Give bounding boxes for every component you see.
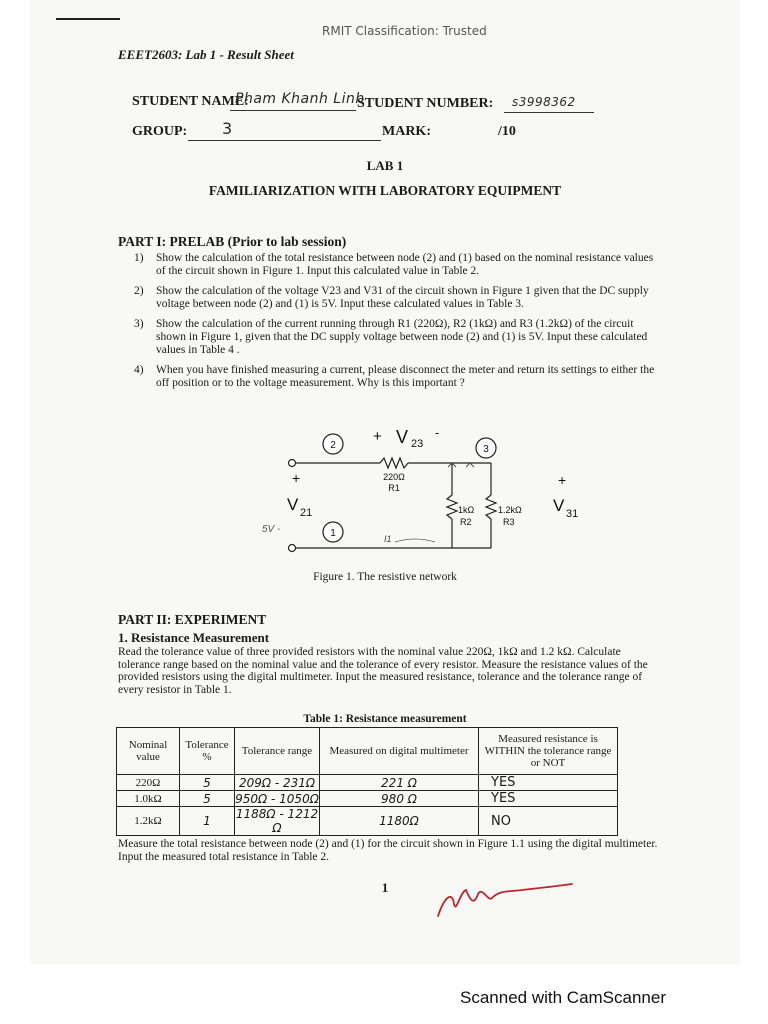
cell-within: YES — [479, 791, 618, 807]
table-row — [117, 807, 618, 836]
hand-5v-note: 5V - — [262, 524, 281, 535]
mark-value: /10 — [498, 124, 516, 139]
part2-heading: PART II: EXPERIMENT — [118, 612, 267, 627]
r3-value: 1.2kΩ — [498, 505, 522, 515]
figure-caption: Figure 1. The resistive network — [313, 571, 457, 583]
page-number: 1 — [381, 880, 389, 895]
cell-nominal: 1.0kΩ — [117, 791, 180, 807]
course-title: EEET2603: Lab 1 - Result Sheet — [118, 47, 294, 62]
v31-label: V — [553, 496, 565, 515]
cell-measured: 1180Ω — [320, 807, 479, 836]
v31-sub: 31 — [566, 508, 579, 520]
scanner-watermark: Scanned with CamScanner — [460, 988, 667, 1007]
circuit-diagram — [220, 415, 600, 580]
hand-i1-note: I1 — [384, 534, 392, 544]
col-range: Tolerance range — [235, 728, 320, 775]
group-label: GROUP: — [132, 124, 188, 139]
v21-sub: 21 — [300, 507, 313, 519]
cell-tolerance: 1 — [180, 807, 235, 836]
cell-range: 950Ω - 1050Ω — [235, 791, 319, 806]
resistance-instructions: Read the tolerance value of three provided resistors with the nominal value 220Ω, 1kΩ and 1.2 kΩ. Calculate tolerance range based on the nominal value and the tolerance of every resistor. Measure the resistance values of the provided resistors using the digital multimeter. Input the measured resistance, tolerance and the tolerance range of every resistor in Table 1. — [118, 646, 648, 696]
top-rule — [56, 18, 120, 20]
v23-plus: + — [373, 428, 382, 445]
v23-minus: - — [435, 425, 440, 440]
cell-within: NO — [479, 807, 618, 836]
group-value: 3 — [222, 119, 233, 138]
student-number-label: STUDENT NUMBER: — [357, 96, 494, 111]
cell-tolerance: 5 — [180, 791, 235, 807]
node-2-label: 2 — [330, 440, 336, 451]
r2-name: R2 — [460, 517, 472, 527]
cell-range: 1188Ω - 1212 Ω — [235, 807, 319, 835]
r1-value: 220Ω — [383, 472, 405, 482]
student-number-value: s3998362 — [512, 95, 576, 109]
total-resistance-instructions: Measure the total resistance between node (2) and (1) for the circuit shown in Figure 1.1 using the digital multimeter. Input the measured total resistance in Table 2. — [118, 838, 658, 863]
v23-label: V — [396, 427, 409, 447]
table-header-row — [117, 728, 618, 775]
table-row — [117, 791, 618, 807]
number-underline — [504, 112, 594, 113]
r3-resistor — [486, 495, 496, 519]
v23-sub: 23 — [411, 438, 424, 450]
prelab-list — [120, 252, 665, 397]
col-nominal: Nominal value — [117, 728, 180, 775]
r2-value: 1kΩ — [458, 505, 475, 515]
lab-title: FAMILIARIZATION WITH LABORATORY EQUIPMENT — [208, 183, 562, 198]
prelab-item: 4) When you have finished measuring a current, please disconnect the meter and return its settings to either the off position or to the voltage measurement. Why is this important ? — [134, 364, 655, 389]
cell-nominal: 1.2kΩ — [117, 807, 180, 836]
col-tolerance: Tolerance % — [180, 728, 235, 775]
lab-number: LAB 1 — [366, 158, 404, 173]
r3-name: R3 — [503, 517, 515, 527]
prelab-item: 2) Show the calculation of the voltage V23 and V31 of the circuit shown in Figure 1 given that the DC supply voltage between node (2) and (1) is 5V. Input these calculated values in Table 3. — [134, 285, 649, 310]
prelab-item: 3) Show the calculation of the current running through R1 (220Ω), R2 (1kΩ) and R3 (1.2kΩ) of the circuit shown in Figure 1, given that the DC supply voltage between node (2) and (1) is 5V. Input these calculated values in Table 4 . — [134, 318, 648, 356]
classification-label: RMIT Classification: Trusted — [322, 24, 487, 38]
cell-range: 209Ω - 231Ω — [235, 775, 320, 791]
student-name-label: STUDENT NAME: — [132, 94, 249, 109]
r1-resistor — [380, 458, 408, 468]
node-3-label: 3 — [483, 444, 489, 455]
cell-nominal: 220Ω — [117, 775, 180, 791]
cell-measured: 980 Ω — [320, 791, 479, 807]
cell-measured: 221 Ω — [320, 775, 479, 791]
node-1-label: 1 — [330, 528, 336, 539]
prelab-item: 1) Show the calculation of the total resistance between node (2) and (1) based on the nominal resistance values of the circuit shown in Figure 1. Input this calculated value in Table 2. — [134, 252, 654, 277]
table-row — [117, 775, 618, 791]
v21-plus: + — [292, 470, 301, 486]
group-underline — [188, 140, 381, 141]
cell-tolerance: 5 — [180, 775, 235, 791]
r1-name: R1 — [388, 483, 400, 493]
col-measured: Measured on digital multimeter — [320, 728, 479, 775]
mark-label: MARK: — [382, 124, 431, 139]
resistance-table — [116, 727, 618, 836]
resistance-subheading: 1. Resistance Measurement — [118, 630, 270, 645]
name-underline — [230, 110, 356, 111]
v31-plus: + — [558, 472, 567, 488]
signature — [430, 878, 580, 926]
col-within: Measured resistance is WITHIN the tolerance range or NOT — [479, 728, 618, 775]
scanned-page — [30, 0, 740, 965]
student-name-value: Pham Khanh Linh — [235, 91, 365, 107]
cell-within: YES — [479, 775, 618, 791]
part1-heading: PART I: PRELAB (Prior to lab session) — [118, 234, 347, 249]
v21-label: V — [287, 495, 299, 514]
r2-resistor — [447, 495, 457, 519]
table1-caption: Table 1: Resistance measurement — [303, 713, 467, 725]
